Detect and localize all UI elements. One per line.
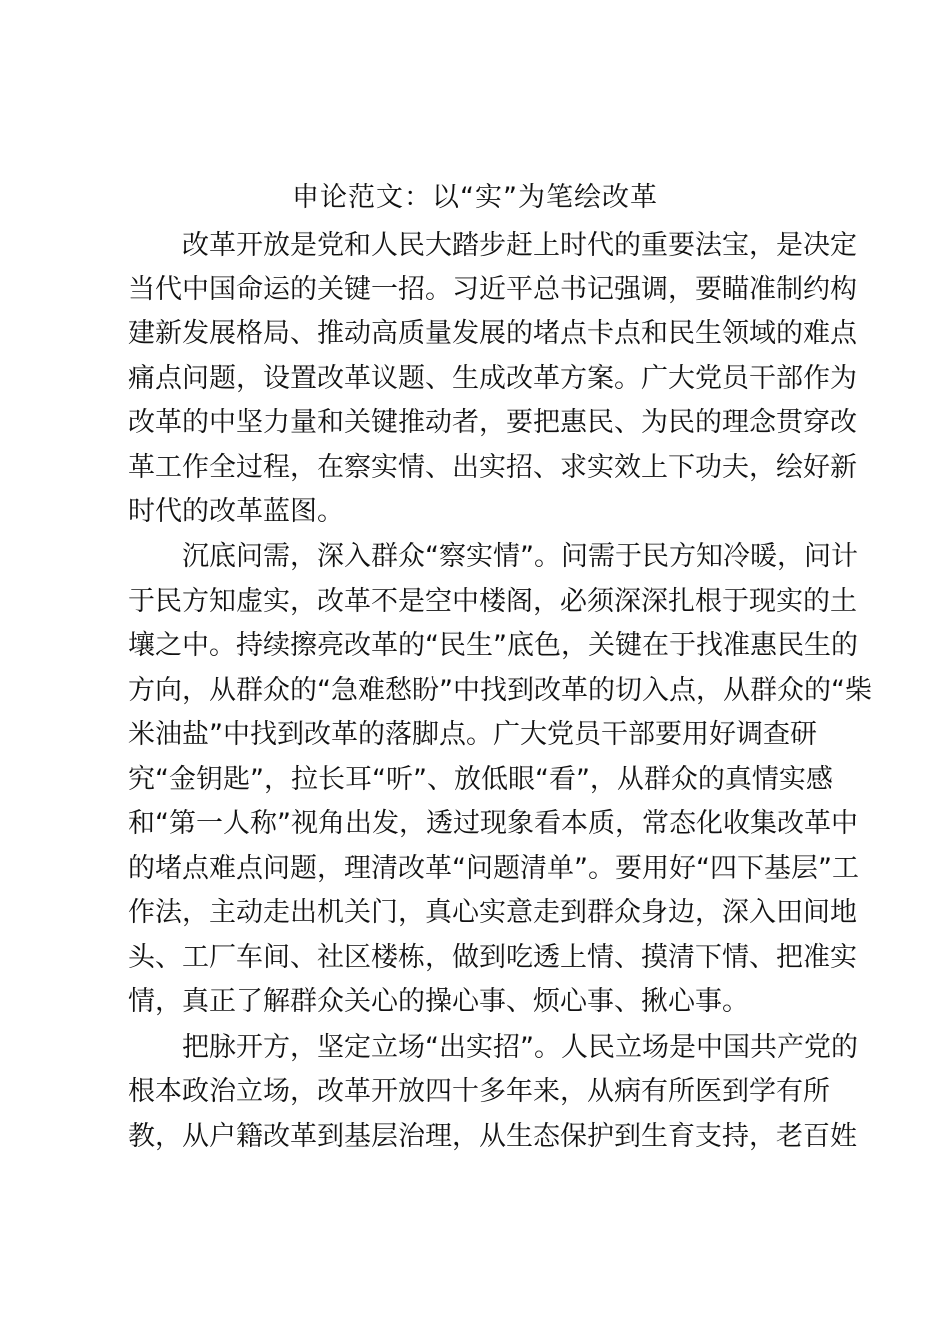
paragraph-2-line-4: 方向，从群众的“急难愁盼”中找到改革的切入点，从群众的“柴: [128, 675, 872, 706]
paragraph-3-line-3: 教，从户籍改革到基层治理，从生态保护到生育支持，老百姓: [128, 1121, 857, 1152]
paragraph-1-line-7: 时代的改革蓝图。: [128, 496, 344, 527]
paragraph-2-line-11: 情，真正了解群众关心的操心事、烦心事、揪心事。: [128, 986, 749, 1017]
paragraph-2-line-7: 和“第一人称”视角出发，透过现象看本质，常态化收集改革中: [128, 808, 858, 839]
paragraph-1-line-5: 改革的中坚力量和关键推动者，要把惠民、为民的理念贯穿改: [128, 407, 857, 438]
paragraph-2-line-1: 沉底问需，深入群众“察实情”。问需于民方知冷暖，问计: [182, 541, 858, 572]
paragraph-2-line-9: 作法，主动走出机关门，真心实意走到群众身边，深入田间地: [128, 897, 857, 928]
paragraph-1-line-3: 建新发展格局、推动高质量发展的堵点卡点和民生领域的难点: [128, 318, 857, 349]
paragraph-2-line-6: 究“金钥匙”，拉长耳“听”、放低眼“看”，从群众的真情实感: [128, 764, 833, 795]
paragraph-1-line-4: 痛点问题，设置改革议题、生成改革方案。广大党员干部作为: [128, 363, 857, 394]
paragraph-3-line-2: 根本政治立场，改革开放四十多年来，从病有所医到学有所: [128, 1076, 830, 1107]
paragraph-2-line-10: 头、工厂车间、社区楼栋，做到吃透上情、摸清下情、把准实: [128, 942, 857, 973]
paragraph-2-line-5: 米油盐”中找到改革的落脚点。广大党员干部要用好调查研: [128, 719, 817, 750]
paragraph-3-line-1: 把脉开方，坚定立场“出实招”。人民立场是中国共产党的: [182, 1032, 858, 1063]
paragraph-2-line-2: 于民方知虚实，改革不是空中楼阁，必须深深扎根于现实的土: [128, 586, 857, 617]
paragraph-1-line-6: 革工作全过程，在察实情、出实招、求实效上下功夫，绘好新: [128, 452, 857, 483]
document-title: 申论范文：以“实”为笔绘改革: [292, 182, 658, 213]
paragraph-1-line-2: 当代中国命运的关键一招。习近平总书记强调，要瞄准制约构: [128, 274, 857, 305]
paragraph-2-line-8: 的堵点难点问题，理清改革“问题清单”。要用好“四下基层”工: [128, 853, 859, 884]
paragraph-2-line-3: 壤之中。持续擦亮改革的“民生”底色，关键在于找准惠民生的: [128, 630, 858, 661]
paragraph-1-line-1: 改革开放是党和人民大踏步赶上时代的重要法宝，是决定: [182, 230, 857, 261]
